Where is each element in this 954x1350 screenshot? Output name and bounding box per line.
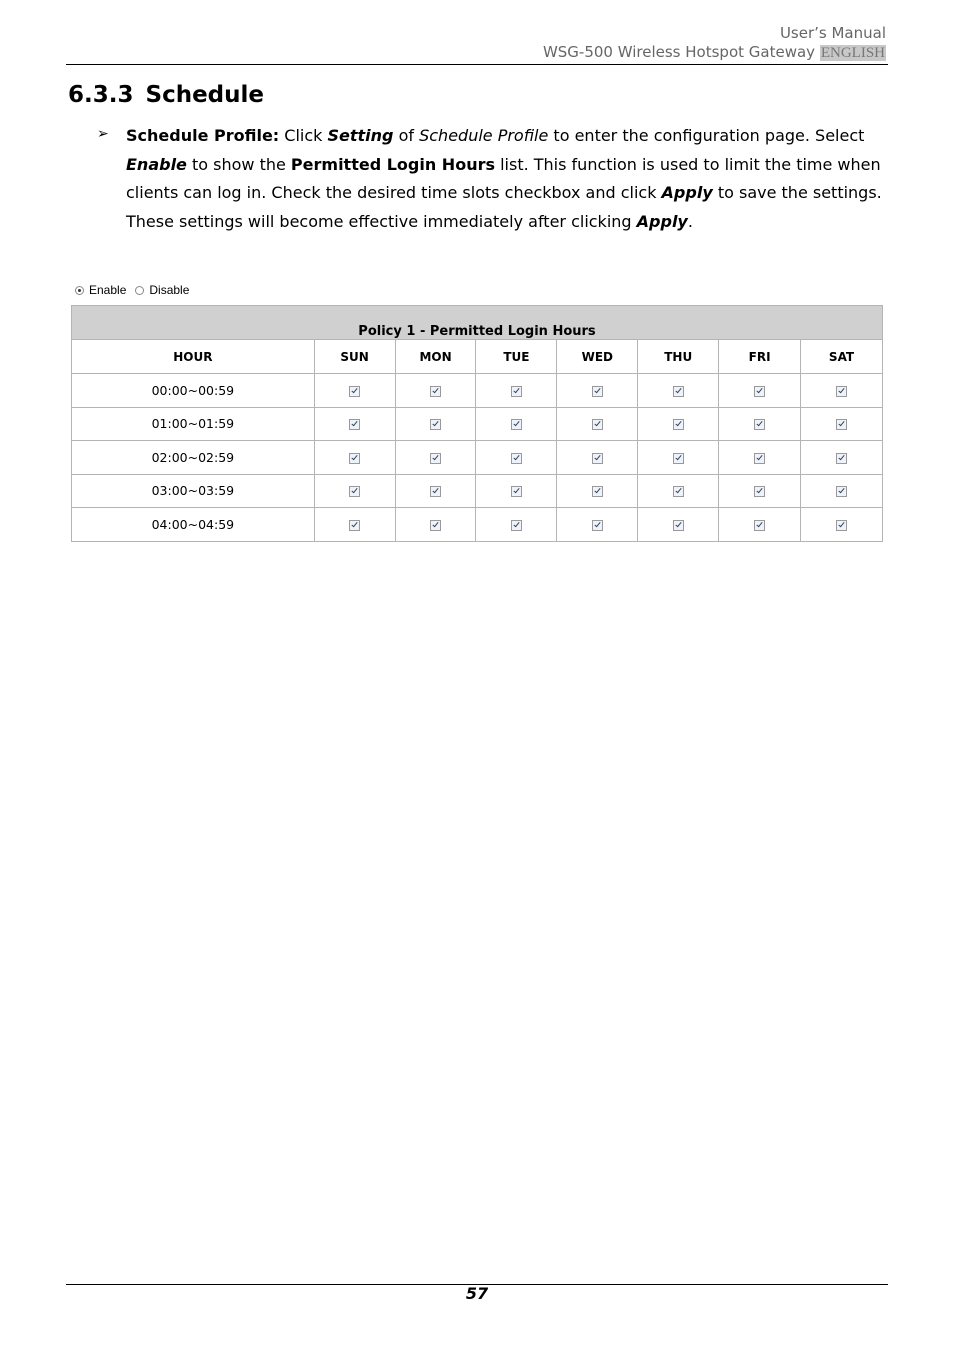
section-title: Schedule — [145, 82, 264, 108]
time-slot-checkbox[interactable] — [592, 520, 603, 531]
time-slot-checkbox[interactable] — [836, 486, 847, 497]
text: list. This function is used to limit the time when clients can log in. Check the desired time slots checkbox and click — [126, 154, 881, 203]
header-rule — [66, 64, 888, 65]
text: of — [393, 126, 420, 145]
day-cell-mon — [395, 474, 476, 508]
day-cell-sat — [801, 374, 883, 408]
day-cell-sun — [314, 508, 395, 542]
day-cell-sat — [801, 474, 883, 508]
table-header-row — [72, 340, 883, 374]
time-slot-checkbox[interactable] — [592, 486, 603, 497]
page-number: 57 — [465, 1284, 489, 1303]
day-cell-thu — [638, 474, 719, 508]
time-slot-checkbox[interactable] — [430, 386, 441, 397]
header-product: WSG-500 Wireless Hotspot Gateway — [542, 43, 816, 61]
day-cell-sun — [314, 441, 395, 475]
time-slot-checkbox[interactable] — [511, 520, 522, 531]
day-cell-thu — [638, 407, 719, 441]
day-cell-wed — [557, 441, 638, 475]
table-row — [72, 474, 883, 508]
term-apply: Apply — [661, 183, 713, 203]
day-cell-tue — [476, 407, 557, 441]
day-cell-sun — [314, 407, 395, 441]
hour-cell: 01:00~01:59 — [72, 407, 315, 441]
day-cell-tue — [476, 374, 557, 408]
day-cell-sun — [314, 474, 395, 508]
text: to show the — [186, 154, 291, 174]
header-manual-title: User’s Manual — [779, 24, 886, 42]
day-cell-mon — [395, 441, 476, 475]
enable-radio[interactable] — [75, 286, 84, 295]
day-cell-tue — [476, 441, 557, 475]
time-slot-checkbox[interactable] — [592, 419, 603, 430]
day-cell-thu — [638, 374, 719, 408]
table-caption: Policy 1 - Permitted Login Hours — [72, 306, 883, 340]
disable-option[interactable] — [135, 283, 189, 297]
section-heading — [68, 82, 276, 108]
time-slot-checkbox[interactable] — [511, 453, 522, 464]
enable-radio-group — [75, 283, 198, 297]
table-row — [72, 407, 883, 441]
time-slot-checkbox[interactable] — [430, 520, 441, 531]
day-cell-sat — [801, 407, 883, 441]
column-header-sat: SAT — [801, 340, 883, 374]
day-cell-wed — [557, 407, 638, 441]
time-slot-checkbox[interactable] — [836, 386, 847, 397]
time-slot-checkbox[interactable] — [511, 486, 522, 497]
day-cell-wed — [557, 374, 638, 408]
term-setting: Setting — [327, 126, 394, 145]
day-cell-fri — [719, 441, 801, 475]
time-slot-checkbox[interactable] — [673, 419, 684, 430]
section-number: 6.3.3 — [68, 82, 134, 108]
day-cell-thu — [638, 508, 719, 542]
day-cell-tue — [476, 508, 557, 542]
day-cell-wed — [557, 474, 638, 508]
time-slot-checkbox[interactable] — [836, 520, 847, 531]
table-row — [72, 508, 883, 542]
day-cell-sat — [801, 441, 883, 475]
day-cell-wed — [557, 508, 638, 542]
disable-radio[interactable] — [135, 286, 144, 295]
bullet-arrow-icon: ➢ — [97, 126, 109, 142]
hour-cell: 04:00~04:59 — [72, 508, 315, 542]
term-schedule-profile-italic: Schedule Profile — [419, 126, 549, 145]
text: Click — [279, 126, 328, 145]
time-slot-checkbox[interactable] — [511, 419, 522, 430]
enable-option[interactable] — [75, 283, 126, 297]
text: . — [687, 212, 693, 232]
time-slot-checkbox[interactable] — [673, 453, 684, 464]
table-row — [72, 441, 883, 475]
time-slot-checkbox[interactable] — [430, 419, 441, 430]
day-cell-fri — [719, 407, 801, 441]
column-header-tue: TUE — [476, 340, 557, 374]
column-header-thu: THU — [638, 340, 719, 374]
day-cell-fri — [719, 474, 801, 508]
time-slot-checkbox[interactable] — [673, 520, 684, 531]
day-cell-tue — [476, 474, 557, 508]
time-slot-checkbox[interactable] — [349, 520, 360, 531]
hour-cell: 03:00~03:59 — [72, 474, 315, 508]
term-apply: Apply — [636, 212, 688, 232]
column-header-hour: HOUR — [72, 340, 315, 374]
enable-label: Enable — [89, 283, 127, 297]
time-slot-checkbox[interactable] — [511, 386, 522, 397]
disable-label: Disable — [149, 283, 190, 297]
column-header-fri: FRI — [719, 340, 801, 374]
time-slot-checkbox[interactable] — [592, 386, 603, 397]
term-schedule-profile: Schedule Profile: — [126, 126, 280, 145]
time-slot-checkbox[interactable] — [430, 453, 441, 464]
time-slot-checkbox[interactable] — [349, 386, 360, 397]
time-slot-checkbox[interactable] — [673, 486, 684, 497]
time-slot-checkbox[interactable] — [349, 419, 360, 430]
day-cell-sat — [801, 508, 883, 542]
term-enable: Enable — [126, 154, 187, 174]
column-header-wed: WED — [557, 340, 638, 374]
body-paragraph — [126, 122, 886, 237]
column-header-sun: SUN — [314, 340, 395, 374]
day-cell-mon — [395, 407, 476, 441]
day-cell-sun — [314, 374, 395, 408]
time-slot-checkbox[interactable] — [754, 453, 765, 464]
header-language: ENGLISH — [820, 45, 885, 61]
time-slot-checkbox[interactable] — [836, 453, 847, 464]
day-cell-fri — [719, 374, 801, 408]
hour-cell: 02:00~02:59 — [72, 441, 315, 475]
page-header — [543, 24, 886, 63]
time-slot-checkbox[interactable] — [673, 386, 684, 397]
time-slot-checkbox[interactable] — [754, 419, 765, 430]
time-slot-checkbox[interactable] — [592, 453, 603, 464]
table-row — [72, 374, 883, 408]
text: to save the settings. These settings will become effective immediately after clicking — [126, 183, 882, 232]
time-slot-checkbox[interactable] — [349, 453, 360, 464]
header-product-line — [543, 43, 886, 63]
column-header-mon: MON — [395, 340, 476, 374]
permitted-login-hours-table — [71, 305, 883, 542]
day-cell-fri — [719, 508, 801, 542]
time-slot-checkbox[interactable] — [754, 386, 765, 397]
time-slot-checkbox[interactable] — [349, 486, 360, 497]
table-body — [72, 374, 883, 542]
time-slot-checkbox[interactable] — [754, 520, 765, 531]
time-slot-checkbox[interactable] — [836, 419, 847, 430]
hour-cell: 00:00~00:59 — [72, 374, 315, 408]
time-slot-checkbox[interactable] — [430, 486, 441, 497]
time-slot-checkbox[interactable] — [754, 486, 765, 497]
day-cell-thu — [638, 441, 719, 475]
term-permitted-login-hours: Permitted Login Hours — [290, 154, 495, 174]
day-cell-mon — [395, 508, 476, 542]
text: to enter the configuration page. Select — [548, 126, 865, 145]
day-cell-mon — [395, 374, 476, 408]
